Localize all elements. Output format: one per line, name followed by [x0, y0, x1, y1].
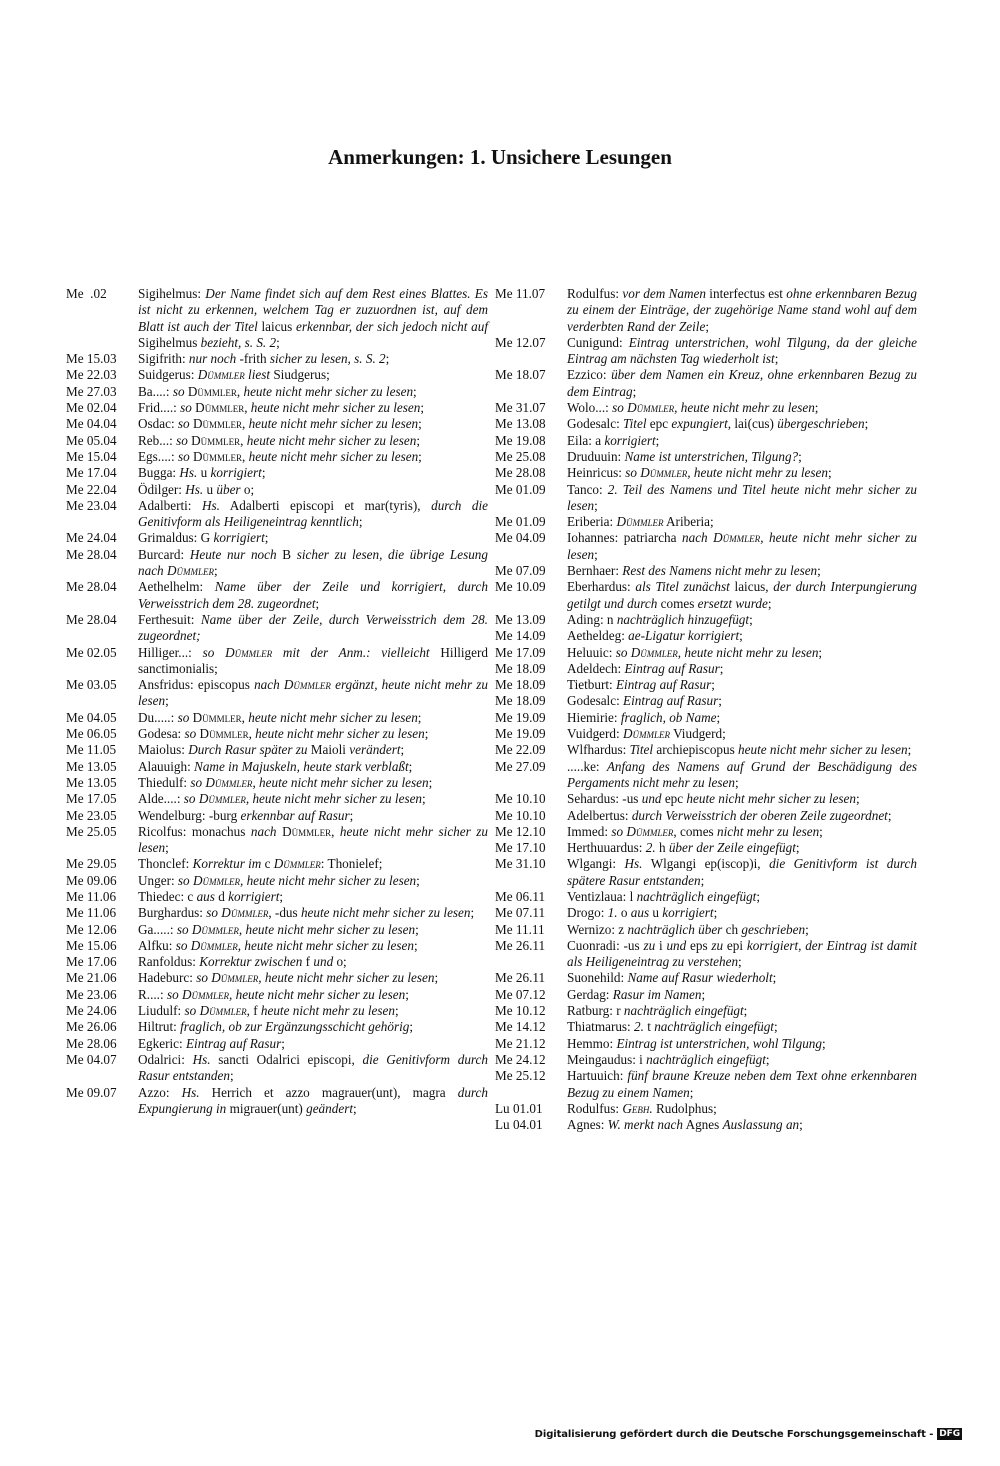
note-entry — [495, 1068, 917, 1101]
note-entry — [495, 693, 917, 709]
note-ref: Me 13.05 — [66, 774, 117, 790]
note-text: Cunigund: Eintrag unterstrichen, wohl Tilgung, da der gleiche Eintrag am nächsten Tag wiederholt ist; — [567, 334, 917, 367]
note-text: Heinricus: so Dümmler, heute nicht mehr zu lesen; — [567, 465, 832, 481]
note-entry — [495, 645, 917, 661]
note-ref: Me 11.06 — [66, 888, 117, 904]
note-ref: Me 24.06 — [66, 1003, 117, 1019]
note-ref: Me 06.11 — [495, 888, 546, 904]
note-text: Eriberia: Dümmler Ariberia; — [567, 514, 714, 530]
note-ref: Me 15.03 — [66, 351, 117, 367]
note-ref: Me 05.04 — [66, 432, 117, 448]
note-entry — [66, 547, 488, 580]
note-ref: Lu 04.01 — [495, 1117, 543, 1133]
note-entry — [495, 1052, 917, 1068]
note-entry — [495, 889, 917, 905]
note-entry — [495, 530, 917, 563]
note-entry — [66, 433, 488, 449]
note-entry — [66, 791, 488, 807]
note-entry — [66, 677, 488, 710]
note-text: Maiolus: Durch Rasur später zu Maioli verändert; — [138, 742, 405, 758]
note-text: Adelbertus: durch Verweisstrich der oberen Zeile zugeordnet; — [567, 807, 892, 823]
note-text: Ventizlaua: l nachträglich eingefügt; — [567, 888, 761, 904]
note-text: Ading: n nachträglich hinzugefügt; — [567, 611, 753, 627]
note-text: Ansfridus: episcopus nach Dümmler ergänzt, heute nicht mehr zu lesen; — [138, 677, 488, 709]
note-text: Sehardus: -us und epc heute nicht mehr sicher zu lesen; — [567, 791, 860, 807]
note-entry — [495, 922, 917, 938]
note-entry — [66, 1036, 488, 1052]
note-entry — [495, 612, 917, 628]
note-entry — [66, 449, 488, 465]
note-ref: Me 18.07 — [495, 367, 546, 383]
note-ref: Me 22.04 — [66, 481, 117, 497]
note-ref: Me 31.10 — [495, 856, 546, 872]
note-ref: Me 11.11 — [495, 921, 545, 937]
note-ref: Me 09.06 — [66, 872, 117, 888]
note-text: Egs....: so Dümmler, heute nicht mehr sicher zu lesen; — [138, 448, 422, 464]
note-ref: Me 25.12 — [495, 1068, 546, 1084]
note-entry — [495, 987, 917, 1003]
note-entry — [495, 400, 917, 416]
note-ref: Me 10.10 — [495, 791, 546, 807]
note-entry — [66, 775, 488, 791]
note-text: Burghardus: so Dümmler, -dus heute nicht mehr sicher zu lesen; — [138, 905, 475, 921]
note-entry — [495, 726, 917, 742]
note-text: Tietburt: Eintrag auf Rasur; — [567, 677, 715, 693]
note-entry — [495, 938, 917, 971]
dfg-logo: DFG — [939, 1429, 960, 1439]
note-ref: Me 04.07 — [66, 1051, 117, 1067]
note-entry — [66, 759, 488, 775]
note-entry — [66, 465, 488, 481]
note-ref: Me 10.09 — [495, 579, 546, 595]
note-text: Wlfhardus: Titel archiepiscopus heute nicht mehr sicher zu lesen; — [567, 742, 912, 758]
note-entry — [66, 1085, 488, 1118]
note-ref: Me 28.08 — [495, 465, 546, 481]
note-entry — [495, 970, 917, 986]
note-ref: Me 23.06 — [66, 986, 117, 1002]
note-entry — [66, 1003, 488, 1019]
note-text: Ödilger: Hs. u über o; — [138, 481, 255, 497]
note-ref: Me 19.09 — [495, 709, 546, 725]
note-ref: Me 28.06 — [66, 1035, 117, 1051]
note-entry — [495, 465, 917, 481]
note-text: Heluuic: so Dümmler, heute nicht mehr zu lesen; — [567, 644, 823, 660]
note-text: Rodulfus: vor dem Namen interfectus est ohne erkennbaren Bezug zu einem der Einträge, der zugehörige Name stand wohl auf dem verderbten Rand der Zeile; — [567, 286, 917, 334]
note-ref: Me 07.09 — [495, 563, 546, 579]
note-entry — [66, 873, 488, 889]
note-ref: Me 24.12 — [495, 1051, 546, 1067]
note-entry — [495, 433, 917, 449]
note-text: Godesalc: Eintrag auf Rasur; — [567, 693, 722, 709]
note-text: Drogo: 1. o aus u korrigiert; — [567, 905, 718, 921]
note-entry — [66, 905, 488, 921]
note-text: Herthuuardus: 2. h über der Zeile eingefügt; — [567, 840, 800, 856]
note-entry — [495, 449, 917, 465]
note-text: Suonehild: Name auf Rasur wiederholt; — [567, 970, 777, 986]
note-text: Sigifrith: nur noch -frith sicher zu lesen, s. S. 2; — [138, 351, 390, 367]
note-text: Suidgerus: Dümmler liest Siudgerus; — [138, 367, 330, 383]
footer — [535, 1428, 962, 1440]
note-ref: Me 17.06 — [66, 954, 117, 970]
note-text: Wendelburg: -burg erkennbar auf Rasur; — [138, 807, 354, 823]
note-text: Alfku: so Dümmler, heute nicht mehr sicher zu lesen; — [138, 937, 418, 953]
note-entry — [495, 791, 917, 807]
note-entry — [495, 563, 917, 579]
note-ref: Me 03.05 — [66, 677, 117, 693]
note-text: Bugga: Hs. u korrigiert; — [138, 465, 266, 481]
note-ref: Me 26.11 — [495, 970, 546, 986]
note-entry — [66, 808, 488, 824]
note-text: Gerdag: Rasur im Namen; — [567, 986, 706, 1002]
notes-column-right — [495, 286, 917, 1133]
note-entry — [66, 954, 488, 970]
note-ref: Me 26.11 — [495, 937, 546, 953]
note-text: Hemmo: Eintrag ist unterstrichen, wohl Tilgung; — [567, 1035, 826, 1051]
note-entry — [495, 514, 917, 530]
note-text: Liudulf: so Dümmler, f heute nicht mehr zu lesen; — [138, 1003, 399, 1019]
note-entry — [66, 367, 488, 383]
note-ref: Me 18.09 — [495, 693, 546, 709]
note-ref: Me 13.05 — [66, 758, 117, 774]
note-text: Hiemirie: fraglich, ob Name; — [567, 709, 721, 725]
note-text: Aetheldeg: ae-Ligatur korrigiert; — [567, 628, 743, 644]
note-entry — [66, 726, 488, 742]
note-text: Ga.....: so Dümmler, heute nicht mehr sicher zu lesen; — [138, 921, 419, 937]
note-ref: Me 25.08 — [495, 448, 546, 464]
note-ref: Me 25.05 — [66, 823, 117, 839]
note-entry — [66, 482, 488, 498]
note-text: Ferthesuit: Name über der Zeile, durch Verweisstrich dem 28. zugeordnet; — [138, 611, 488, 644]
note-text: Godesa: so Dümmler, heute nicht mehr sicher zu lesen; — [138, 726, 429, 742]
note-entry — [495, 742, 917, 758]
note-ref: Me 29.05 — [66, 856, 117, 872]
note-entry — [495, 1117, 917, 1133]
note-text: Thiedulf: so Dümmler, heute nicht mehr sicher zu lesen; — [138, 774, 433, 790]
note-ref: Me 22.09 — [495, 742, 546, 758]
note-ref: Me 07.11 — [495, 905, 546, 921]
note-entry — [66, 824, 488, 857]
note-ref: Lu 01.01 — [495, 1100, 543, 1116]
note-entry — [495, 286, 917, 335]
note-ref: Me .02 — [66, 286, 107, 301]
note-text: Thonclef: Korrektur im c Dümmler: Thonielef; — [138, 856, 383, 872]
note-text: Iohannes: patriarcha nach Dümmler, heute nicht mehr sicher zu lesen; — [567, 530, 918, 562]
note-ref: Me 10.12 — [495, 1003, 546, 1019]
note-ref: Me 01.09 — [495, 514, 546, 530]
note-text: Ba....: so Dümmler, heute nicht mehr sicher zu lesen; — [138, 383, 417, 399]
note-entry — [66, 987, 488, 1003]
note-entry — [66, 612, 488, 645]
note-ref: Me 21.12 — [495, 1035, 546, 1051]
note-text: Rodulfus: Gebh. Rudolphus; — [567, 1100, 717, 1116]
note-text: Immed: so Dümmler, comes nicht mehr zu lesen; — [567, 823, 823, 839]
note-text: Vuidgerd: Dümmler Viudgerd; — [567, 726, 726, 742]
note-entry — [66, 416, 488, 432]
note-entry — [495, 905, 917, 921]
note-ref: Me 11.07 — [495, 286, 546, 301]
note-entry — [495, 579, 917, 612]
note-ref: Me 11.06 — [66, 905, 117, 921]
note-text: Du.....: so Dümmler, heute nicht mehr sicher zu lesen; — [138, 709, 422, 725]
note-ref: Me 14.09 — [495, 628, 546, 644]
note-ref: Me 31.07 — [495, 400, 546, 416]
note-entry — [495, 1101, 917, 1117]
note-ref: Me 12.06 — [66, 921, 117, 937]
note-text: Bernhaer: Rest des Namens nicht mehr zu lesen; — [567, 563, 821, 579]
note-ref: Me 10.10 — [495, 807, 546, 823]
note-entry — [66, 530, 488, 546]
note-entry — [495, 1003, 917, 1019]
note-text: Ezzico: über dem Namen ein Kreuz, ohne erkennbaren Bezug zu dem Eintrag; — [567, 367, 917, 399]
note-text: Ratburg: r nachträglich eingefügt; — [567, 1003, 748, 1019]
note-text: Wlgangi: Hs. Wlgangi ep(iscop)i, die Genitivform ist durch spätere Rasur entstanden; — [567, 856, 918, 888]
note-ref: Me 12.07 — [495, 334, 546, 350]
note-text: R....: so Dümmler, heute nicht mehr sicher zu lesen; — [138, 986, 409, 1002]
note-ref: Me 02.04 — [66, 400, 117, 416]
note-text: Thiatmarus: 2. t nachträglich eingefügt; — [567, 1019, 778, 1035]
note-text: Osdac: so Dümmler, heute nicht mehr sicher zu lesen; — [138, 416, 422, 432]
page-title: Anmerkungen: 1. Unsichere Lesungen — [328, 145, 672, 169]
note-ref: Me 15.04 — [66, 448, 117, 464]
note-ref: Me 18.09 — [495, 677, 546, 693]
note-ref: Me 02.05 — [66, 644, 117, 660]
note-text: Wernizo: z nachträglich über ch geschrieben; — [567, 921, 809, 937]
note-text: Thiedec: c aus d korrigiert; — [138, 888, 284, 904]
note-entry — [495, 367, 917, 400]
note-text: Alauuigh: Name in Majuskeln, heute stark verblaßt; — [138, 758, 413, 774]
note-entry — [66, 286, 488, 351]
note-text: Azzo: Hs. Herrich et azzo magrauer(unt), magra durch Expungierung in migrauer(unt) geändert; — [138, 1084, 488, 1116]
note-entry — [495, 808, 917, 824]
note-text: Ricolfus: monachus nach Dümmler, heute nicht mehr sicher zu lesen; — [138, 823, 489, 856]
note-ref: Me 09.07 — [66, 1084, 117, 1100]
note-entry — [66, 1019, 488, 1035]
note-text: Eberhardus: als Titel zunächst laicus, der durch Interpungierung getilgt und durch comes ersetzt wurde; — [567, 579, 917, 611]
note-text: Druduuin: Name ist unterstrichen, Tilgung?; — [567, 448, 802, 464]
note-entry — [495, 1036, 917, 1052]
note-ref: Me 22.03 — [66, 367, 117, 383]
note-ref: Me 23.05 — [66, 807, 117, 823]
note-entry — [495, 840, 917, 856]
note-ref: Me 04.09 — [495, 530, 546, 546]
note-entry — [495, 710, 917, 726]
note-entry — [66, 922, 488, 938]
note-entry — [66, 856, 488, 872]
note-entry — [66, 645, 488, 678]
note-entry — [495, 661, 917, 677]
note-ref: Me 04.05 — [66, 709, 117, 725]
notes-column-left — [66, 286, 488, 1117]
note-ref: Me 17.04 — [66, 465, 117, 481]
note-ref: Me 14.12 — [495, 1019, 546, 1035]
note-text: Alde....: so Dümmler, heute nicht mehr sicher zu lesen; — [138, 791, 426, 807]
note-ref: Me 28.04 — [66, 611, 117, 627]
note-entry — [495, 1019, 917, 1035]
note-text: Hilliger...: so Dümmler mit der Anm.: vielleicht Hilligerd sanctimonialis; — [138, 644, 488, 676]
note-ref: Me 27.09 — [495, 758, 546, 774]
note-text: Hiltrut: fraglich, ob zur Ergänzungsschicht gehörig; — [138, 1019, 414, 1035]
note-text: Meingaudus: i nachträglich eingefügt; — [567, 1051, 770, 1067]
note-text: Burcard: Heute nur noch B sicher zu lesen, die übrige Lesung nach Dümmler; — [138, 546, 488, 579]
note-ref: Me 23.04 — [66, 497, 117, 513]
note-ref: Me 12.10 — [495, 823, 546, 839]
note-ref: Me 24.04 — [66, 530, 117, 546]
note-ref: Me 18.09 — [495, 660, 546, 676]
note-text: Hartuuich: fünf braune Kreuze neben dem Text ohne erkennbaren Bezug zu einem Namen; — [567, 1068, 917, 1100]
note-entry — [66, 384, 488, 400]
note-entry — [495, 482, 917, 515]
note-ref: Me 28.04 — [66, 546, 117, 562]
note-ref: Me 11.05 — [66, 742, 117, 758]
note-text: Adeldech: Eintrag auf Rasur; — [567, 660, 724, 676]
note-entry — [66, 498, 488, 531]
note-entry — [66, 579, 488, 612]
note-ref: Me 17.09 — [495, 644, 546, 660]
note-text: Tanco: 2. Teil des Namens und Titel heute nicht mehr sicher zu lesen; — [567, 481, 917, 513]
note-entry — [66, 742, 488, 758]
note-ref: Me 01.09 — [495, 481, 546, 497]
note-ref: Me 13.09 — [495, 611, 546, 627]
note-ref: Me 15.06 — [66, 937, 117, 953]
note-text: Grimaldus: G korrigiert; — [138, 530, 269, 546]
note-ref: Me 07.12 — [495, 986, 546, 1002]
note-entry — [495, 759, 917, 792]
note-text: Hadeburc: so Dümmler, heute nicht mehr sicher zu lesen; — [138, 970, 439, 986]
note-ref: Me 13.08 — [495, 416, 546, 432]
note-ref: Me 04.04 — [66, 416, 117, 432]
note-entry — [66, 970, 488, 986]
note-entry — [66, 1052, 488, 1085]
note-entry — [495, 628, 917, 644]
note-ref: Me 19.09 — [495, 726, 546, 742]
note-text: Godesalc: Titel epc expungiert, lai(cus) übergeschrieben; — [567, 416, 869, 432]
note-ref: Me 17.10 — [495, 840, 546, 856]
note-text: Frid....: so Dümmler, heute nicht mehr sicher zu lesen; — [138, 400, 425, 416]
footer-text: Digitalisierung gefördert durch die Deutsche Forschungsgemeinschaft - — [534, 1428, 934, 1440]
note-entry — [495, 824, 917, 840]
note-text: .....ke: Anfang des Namens auf Grund der Beschädigung des Pergaments nicht mehr zu lesen; — [567, 758, 917, 790]
note-text: Aethelhelm: Name über der Zeile und korrigiert, durch Verweisstrich dem 28. zugeordnet; — [138, 579, 488, 611]
note-text: Cuonradi: -us zu i und eps zu epi korrigiert, der Eintrag ist damit als Heiligeneintrag zu verstehen; — [567, 937, 917, 970]
note-text: Wolo...: so Dümmler, heute nicht mehr zu lesen; — [567, 400, 819, 416]
note-text: Agnes: W. merkt nach Agnes Auslassung an; — [567, 1117, 803, 1133]
note-ref: Me 17.05 — [66, 791, 117, 807]
note-ref: Me 26.06 — [66, 1019, 117, 1035]
note-text: Unger: so Dümmler, heute nicht mehr sicher zu lesen; — [138, 872, 420, 888]
note-entry — [66, 351, 488, 367]
note-ref: Me 19.08 — [495, 432, 546, 448]
note-text: Eila: a korrigiert; — [567, 432, 660, 448]
note-text: Egkeric: Eintrag auf Rasur; — [138, 1035, 285, 1051]
note-entry — [66, 400, 488, 416]
note-entry — [66, 889, 488, 905]
note-entry — [66, 938, 488, 954]
note-text: Ranfoldus: Korrektur zwischen f und o; — [138, 954, 347, 970]
note-text: Adalberti: Hs. Adalberti episcopi et mar(tyris), durch die Genitivform als Heiligeneintrag kenntlich; — [138, 497, 488, 530]
note-entry — [495, 856, 917, 889]
note-text: Odalrici: Hs. sancti Odalrici episcopi, die Genitivform durch Rasur entstanden; — [138, 1051, 488, 1084]
note-text: Reb...: so Dümmler, heute nicht mehr sicher zu lesen; — [138, 432, 421, 448]
note-entry — [495, 677, 917, 693]
note-ref: Me 28.04 — [66, 579, 117, 595]
note-entry — [495, 335, 917, 368]
note-ref: Me 27.03 — [66, 383, 117, 399]
note-entry — [66, 710, 488, 726]
note-ref: Me 21.06 — [66, 970, 117, 986]
note-entry — [495, 416, 917, 432]
note-text: Sigihelmus: Der Name findet sich auf dem Rest eines Blattes. Es ist nicht zu erkennen, welchem Tag er zuzuordnen ist, auf dem Blatt ist auch der Titel laicus erkennbar, der sich jedoch nicht auf Sigihelmus bezieht, s. S. 2; — [138, 286, 489, 350]
note-ref: Me 06.05 — [66, 726, 117, 742]
